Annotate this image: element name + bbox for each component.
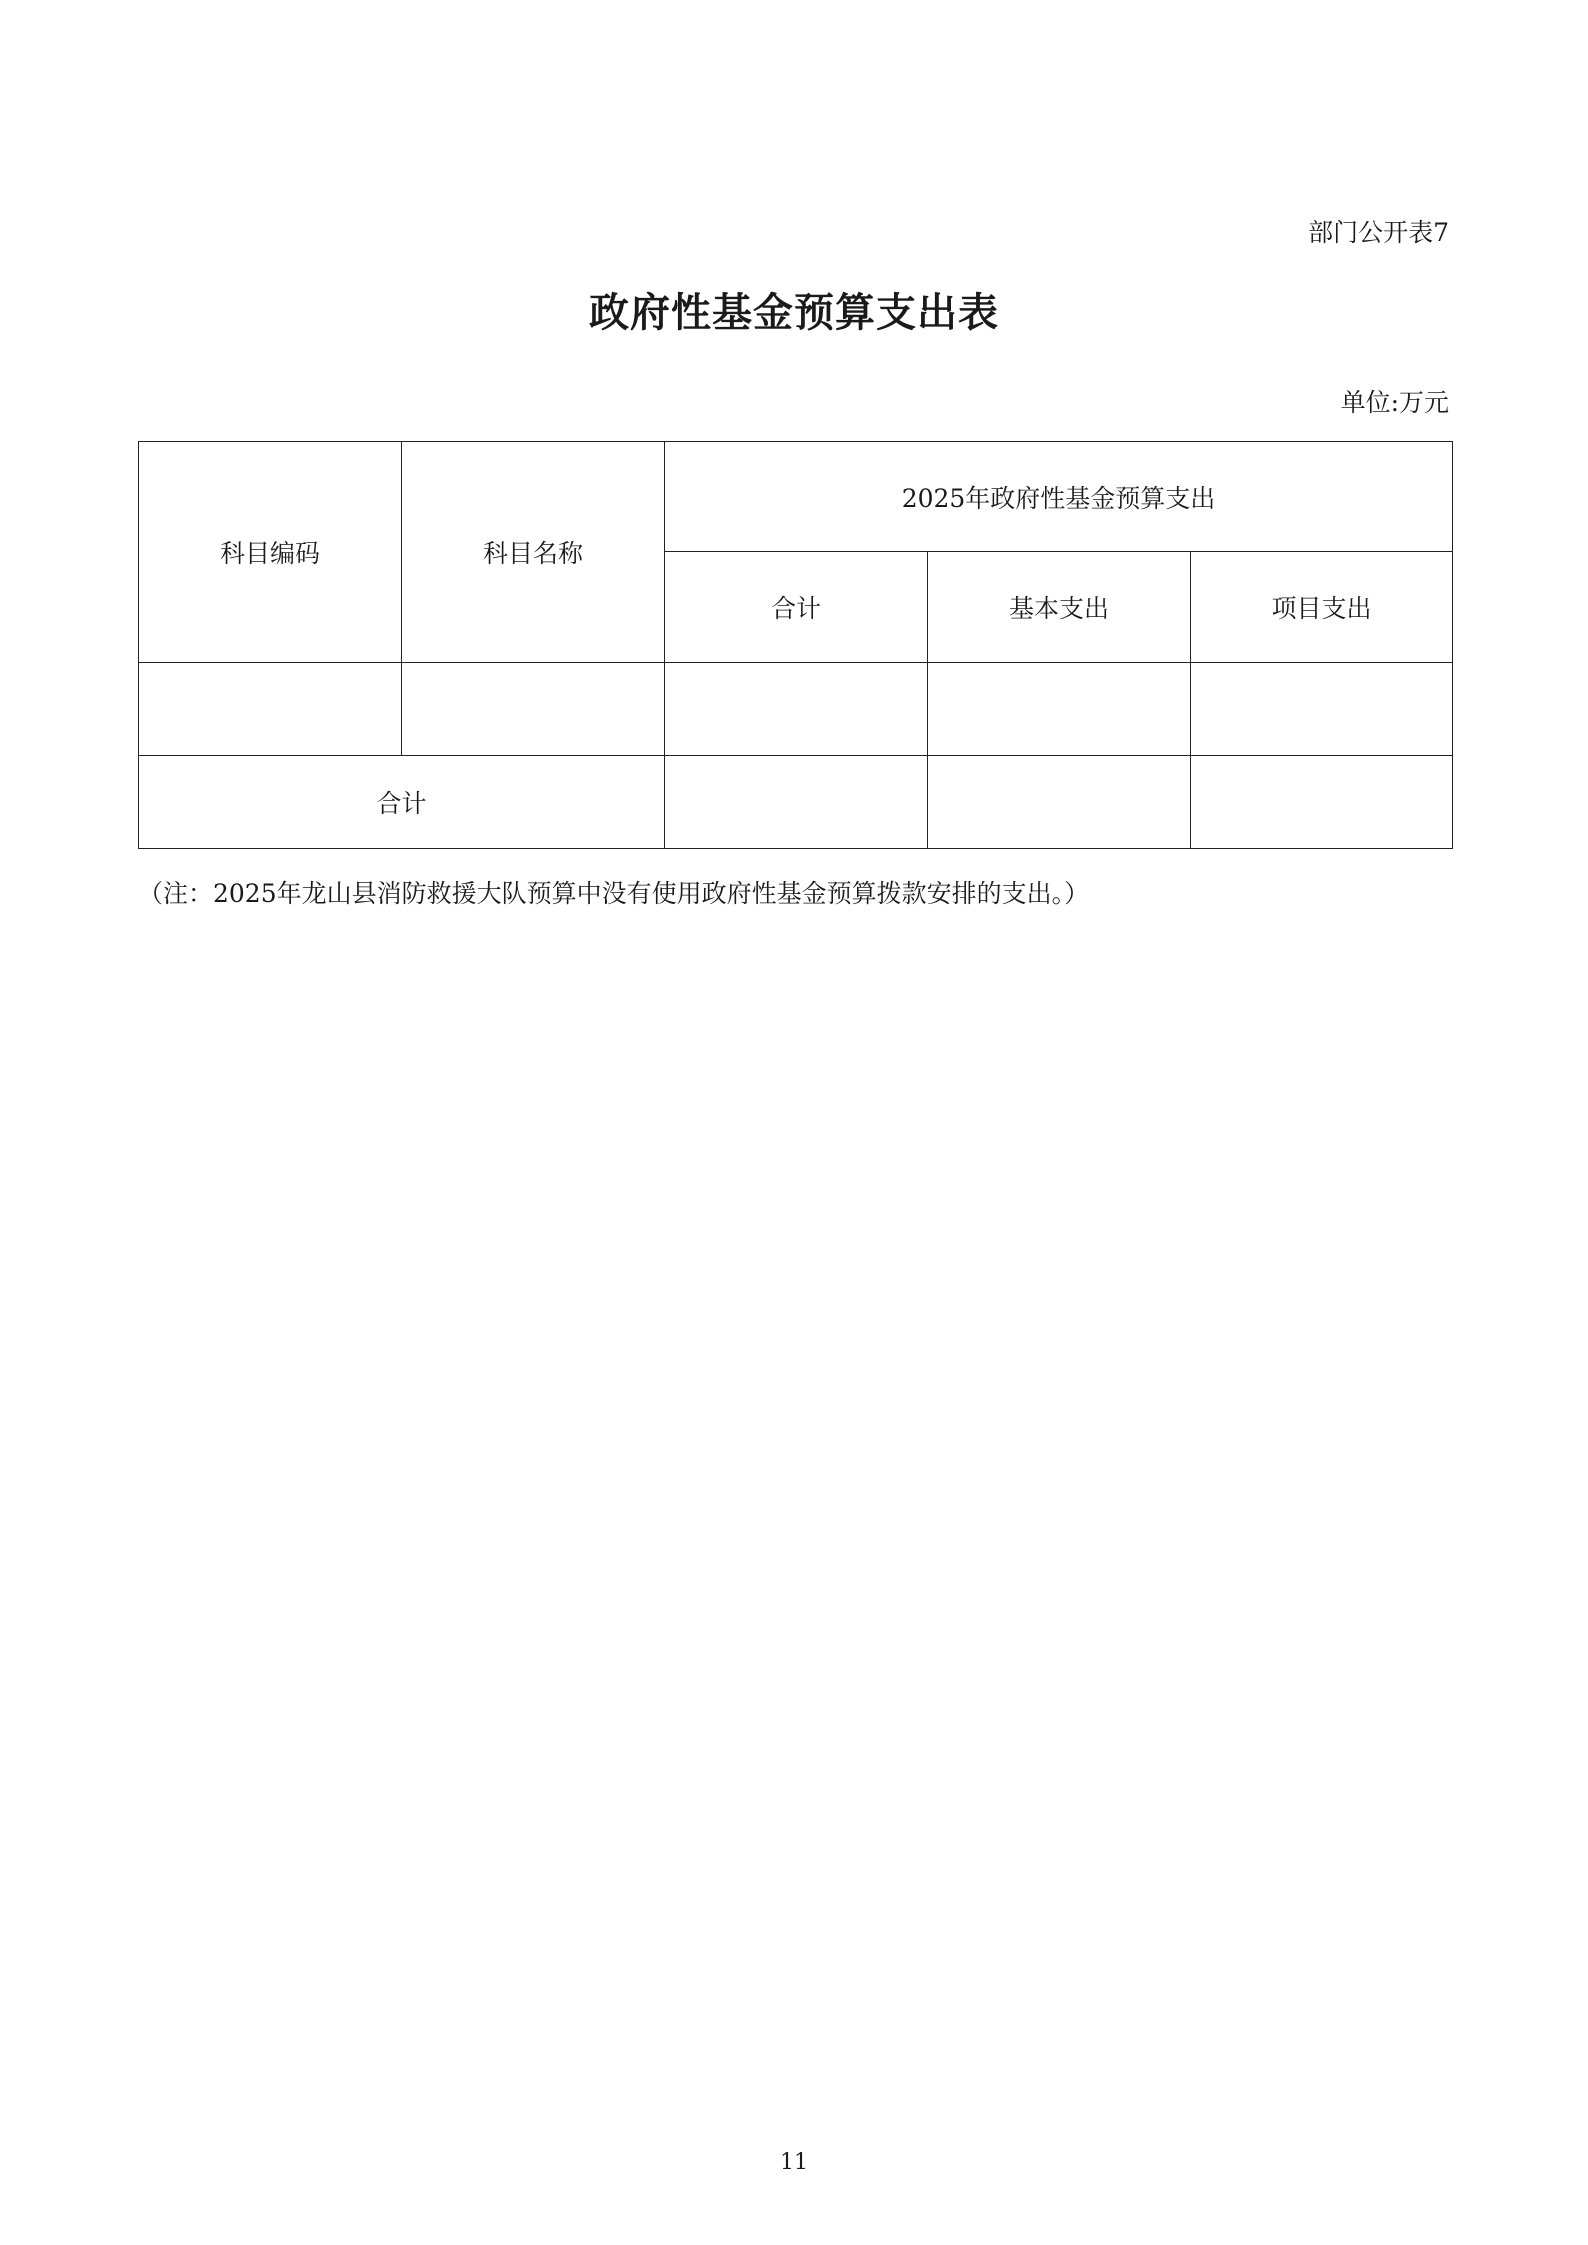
table-note: （注：2025年龙山县消防救援大队预算中没有使用政府性基金预算拨款安排的支出。）	[138, 879, 1090, 908]
header-subject-code: 科目编码	[139, 442, 402, 663]
header-project-expenditure: 项目支出	[1191, 552, 1453, 663]
table-header-row	[139, 442, 1453, 552]
header-basic-expenditure: 基本支出	[928, 552, 1191, 663]
cell-basic	[928, 663, 1191, 756]
header-subject-name: 科目名称	[402, 442, 665, 663]
cell-project	[1191, 663, 1453, 756]
document-label: 部门公开表7	[1308, 218, 1449, 247]
total-row-total	[665, 756, 928, 849]
cell-name	[402, 663, 665, 756]
budget-table	[138, 441, 1453, 849]
cell-code	[139, 663, 402, 756]
total-row-project	[1191, 756, 1453, 849]
table-total-row	[139, 756, 1453, 849]
unit-label: 单位:万元	[1340, 388, 1449, 417]
table-row	[139, 663, 1453, 756]
header-total: 合计	[665, 552, 928, 663]
total-row-basic	[928, 756, 1191, 849]
page-number: 11	[780, 2150, 808, 2175]
page-title: 政府性基金预算支出表	[589, 290, 999, 336]
cell-total	[665, 663, 928, 756]
header-group-budget-expenditure: 2025年政府性基金预算支出	[665, 442, 1453, 552]
total-row-label: 合计	[139, 756, 665, 849]
